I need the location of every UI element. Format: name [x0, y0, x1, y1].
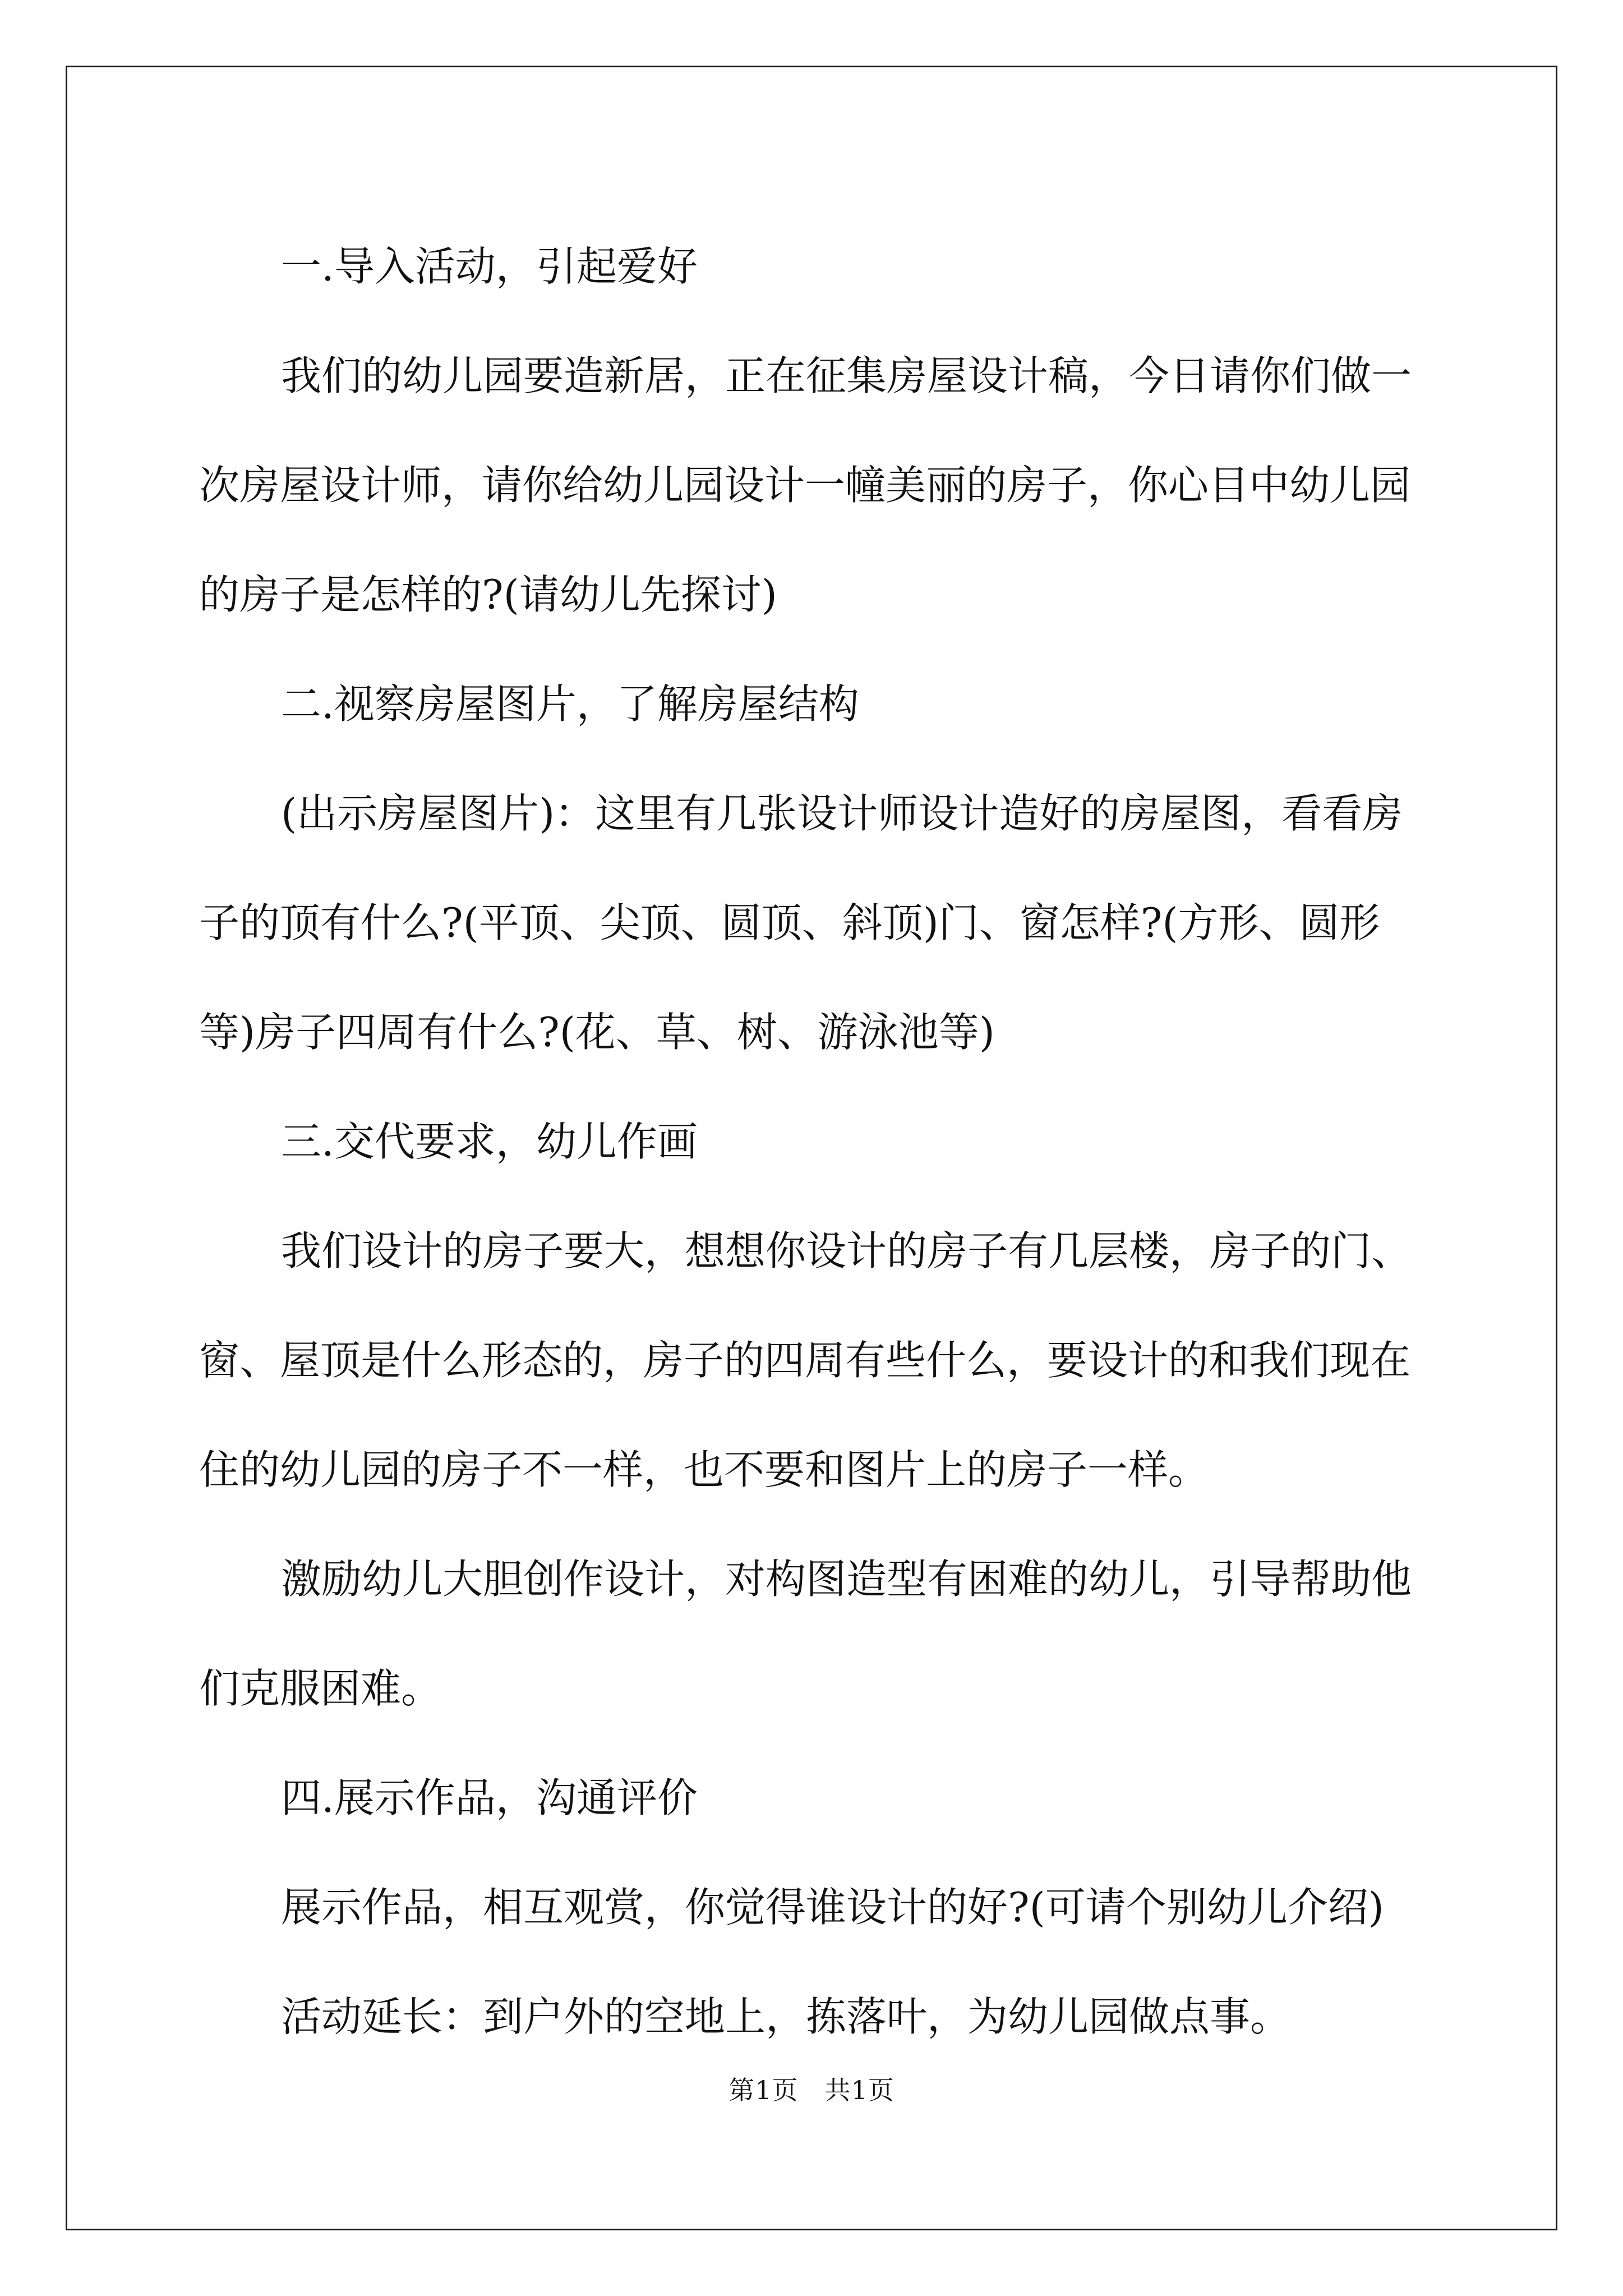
document-body	[199, 212, 1424, 2072]
paragraph: 我们的幼儿园要造新居，正在征集房屋设计稿，今日请你们做一次房屋设计师，请你给幼儿园设计一幢美丽的房子，你心目中幼儿园的房子是怎样的?(请幼儿先探讨)	[199, 352, 1412, 618]
page-number: 第1页	[728, 2075, 799, 2105]
paragraph: 活动延长：到户外的空地上，拣落叶，为幼儿园做点事。	[281, 1993, 1291, 2040]
paragraph: 我们设计的房子要大，想想你设计的房子有几层楼，房子的门、窗、屋顶是什么形态的，房子的四周有些什么，要设计的和我们现在住的幼儿园的房子不一样，也不要和图片上的房子一样。	[199, 1227, 1412, 1493]
section-heading-4: 四.展示作品，沟通评价	[281, 1774, 698, 1821]
section-heading-1: 一.导入活动，引起爱好	[281, 243, 698, 290]
page-footer	[0, 2070, 1623, 2107]
page-total: 共1页	[824, 2075, 895, 2105]
paragraph: (出示房屋图片)：这里有几张设计师设计造好的房屋图，看看房子的顶有什么?(平顶、尖顶、圆顶、斜顶)门、窗怎样?(方形、圆形等)房子四周有什么?(花、草、树、游泳池等)	[199, 790, 1403, 1056]
section-heading-3: 三.交代要求，幼儿作画	[281, 1118, 698, 1165]
paragraph: 激励幼儿大胆创作设计，对构图造型有困难的幼儿，引导帮助他们克服困难。	[199, 1556, 1412, 1712]
section-heading-2: 二.视察房屋图片，了解房屋结构	[281, 680, 859, 728]
paragraph: 展示作品，相互观赏，你觉得谁设计的好?(可请个别幼儿介绍)	[281, 1884, 1384, 1931]
